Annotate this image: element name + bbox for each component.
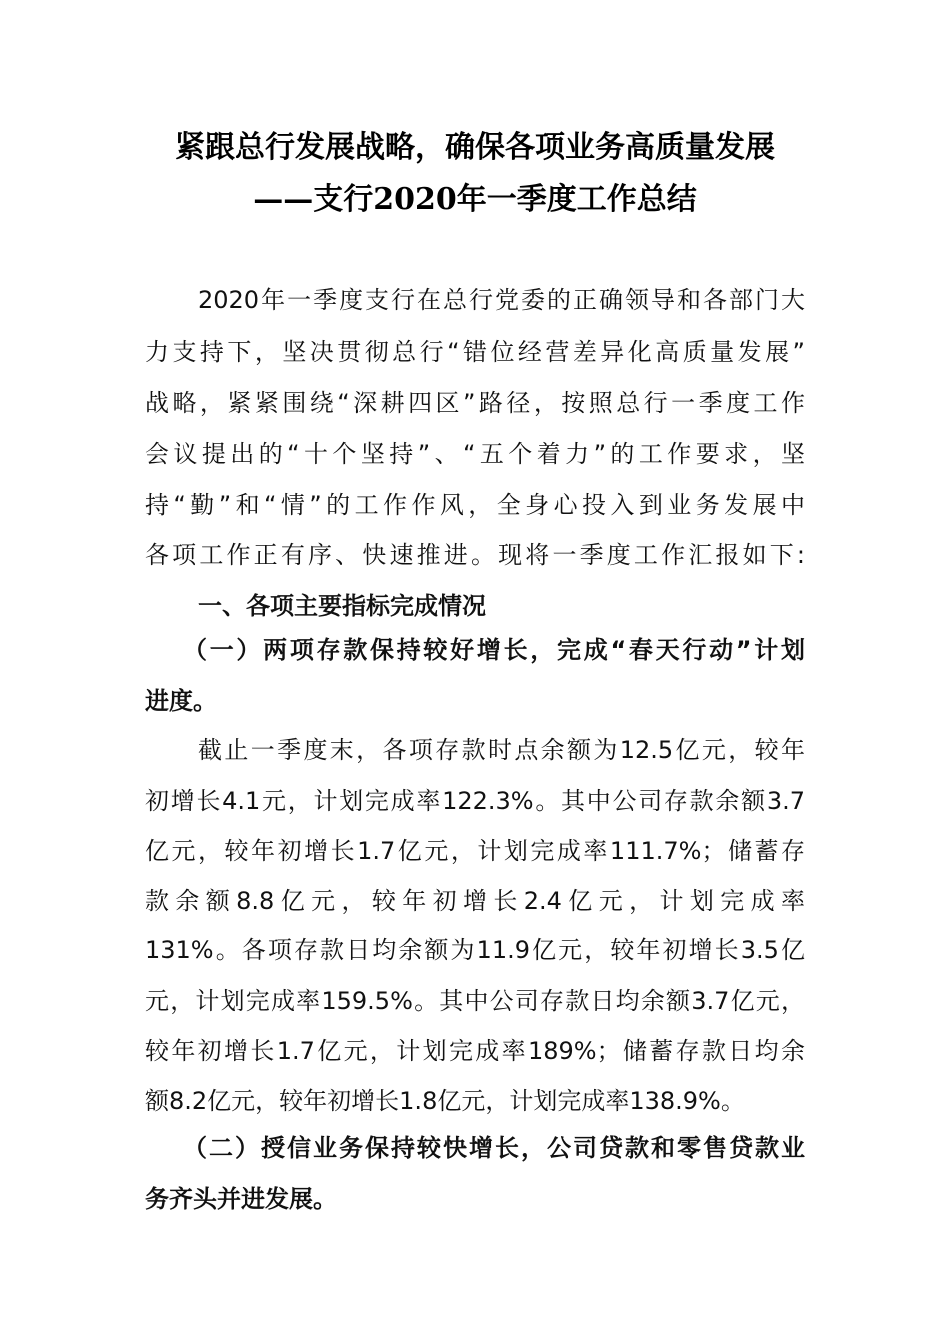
paragraph-line: 额8.2亿元，较年初增长1.8亿元，计划完成率138.9%。 xyxy=(145,1087,745,1115)
paragraph-line: 款余额8.8亿元，较年初增长2.4亿元，计划完成率 xyxy=(145,887,805,915)
document-title: 紧跟总行发展战略，确保各项业务高质量发展 xyxy=(175,130,775,165)
paragraph-line: 会议提出的“十个坚持”、“五个着力”的工作要求，坚 xyxy=(145,440,805,468)
paragraph-line: 初增长4.1元，计划完成率122.3%。其中公司存款余额3.7 xyxy=(145,787,805,815)
paragraph-line: 持“勤”和“情”的工作作风，全身心投入到业务发展中 xyxy=(145,491,805,519)
section-heading: 一、各项主要指标完成情况 xyxy=(198,592,486,620)
paragraph-line: 力支持下，坚决贯彻总行“错位经营差异化高质量发展” xyxy=(145,338,805,366)
subsection-heading: 务齐头并进发展。 xyxy=(145,1185,337,1213)
subsection-heading: 进度。 xyxy=(145,687,217,715)
paragraph-line: 131%。各项存款日均余额为11.9亿元，较年初增长3.5亿 xyxy=(145,936,805,964)
subsection-heading: （二）授信业务保持较快增长，公司贷款和零售贷款业 xyxy=(183,1134,805,1162)
paragraph-line: 各项工作正有序、快速推进。现将一季度工作汇报如下: xyxy=(145,541,805,569)
paragraph-line: 2020年一季度支行在总行党委的正确领导和各部门大 xyxy=(198,286,805,314)
paragraph-line: 元，计划完成率159.5%。其中公司存款日均余额3.7亿元， xyxy=(145,987,805,1015)
paragraph-line: 截止一季度末，各项存款时点余额为12.5亿元，较年 xyxy=(198,736,805,764)
paragraph-line: 亿元，较年初增长1.7亿元，计划完成率111.7%；储蓄存 xyxy=(145,837,805,865)
paragraph-line: 较年初增长1.7亿元，计划完成率189%；储蓄存款日均余 xyxy=(145,1037,805,1065)
subsection-heading: （一）两项存款保持较好增长，完成“春天行动”计划 xyxy=(183,636,805,664)
paragraph-line: 战略，紧紧围绕“深耕四区”路径，按照总行一季度工作 xyxy=(145,389,805,417)
document-subtitle: ——支行2020年一季度工作总结 xyxy=(253,182,697,217)
